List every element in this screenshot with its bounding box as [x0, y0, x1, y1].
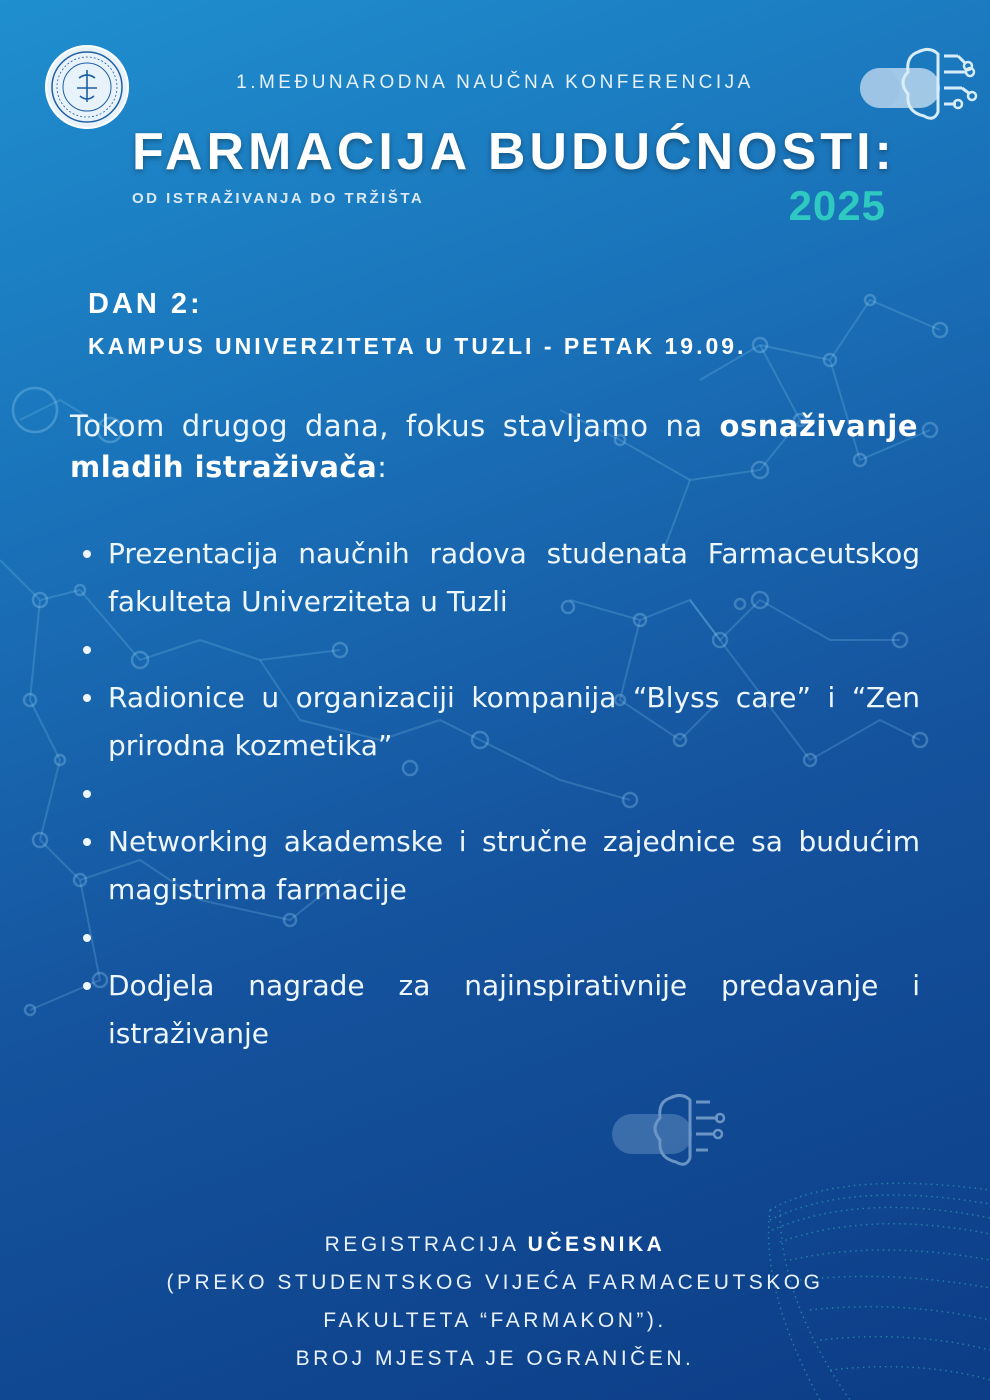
list-item: Radionice u organizaciji kompanija “Blyss care” i “Zen prirodna kozmetika” [80, 674, 920, 770]
list-item-empty [80, 770, 920, 818]
intro-lead: Tokom drugog dana, fokus stavljamo na [70, 409, 720, 443]
day-heading: DAN 2: [88, 288, 203, 320]
intro-tail: : [377, 450, 388, 484]
page-subtitle: OD ISTRAŽIVANJA DO TRŽIŠTA [132, 190, 425, 207]
registration-note [0, 1226, 990, 1378]
list-item: Networking akademske i stručne zajednice sa budućim magistrima farmacije [80, 818, 920, 914]
conference-year: 2025 [788, 182, 886, 229]
conference-edition: 1.MEĐUNARODNA NAUČNA KONFERENCIJA [236, 72, 754, 93]
list-item: Prezentacija naučnih radova studenata Farmaceutskog fakulteta Univerziteta u Tuzli [80, 530, 920, 626]
registration-line-2: (PREKO STUDENTSKOG VIJEĆA FARMACEUTSKOG [166, 1271, 824, 1294]
capsule-brain-watermark-icon [610, 1088, 732, 1174]
list-item-empty [80, 626, 920, 674]
registration-line-4: BROJ MJESTA JE OGRANIČEN. [295, 1347, 695, 1370]
program-list [80, 530, 920, 1058]
registration-label: REGISTRACIJA [324, 1233, 528, 1256]
day-location: KAMPUS UNIVERZITETA U TUZLI - PETAK 19.09. [88, 333, 747, 359]
registration-line-1 [0, 1226, 990, 1264]
registration-line-3: FAKULTETA “FARMAKON”). [323, 1309, 667, 1332]
intro-paragraph [70, 406, 918, 488]
intro-emphasis: osnaživanje mladih istraživača [70, 409, 918, 484]
list-item-empty [80, 914, 920, 962]
list-item: Dodjela nagrade za najinspirativnije predavanje i istraživanje [80, 962, 920, 1058]
registration-participants: UČESNIKA [527, 1233, 666, 1256]
page-title: FARMACIJA BUDUĆNOSTI: [132, 123, 896, 181]
